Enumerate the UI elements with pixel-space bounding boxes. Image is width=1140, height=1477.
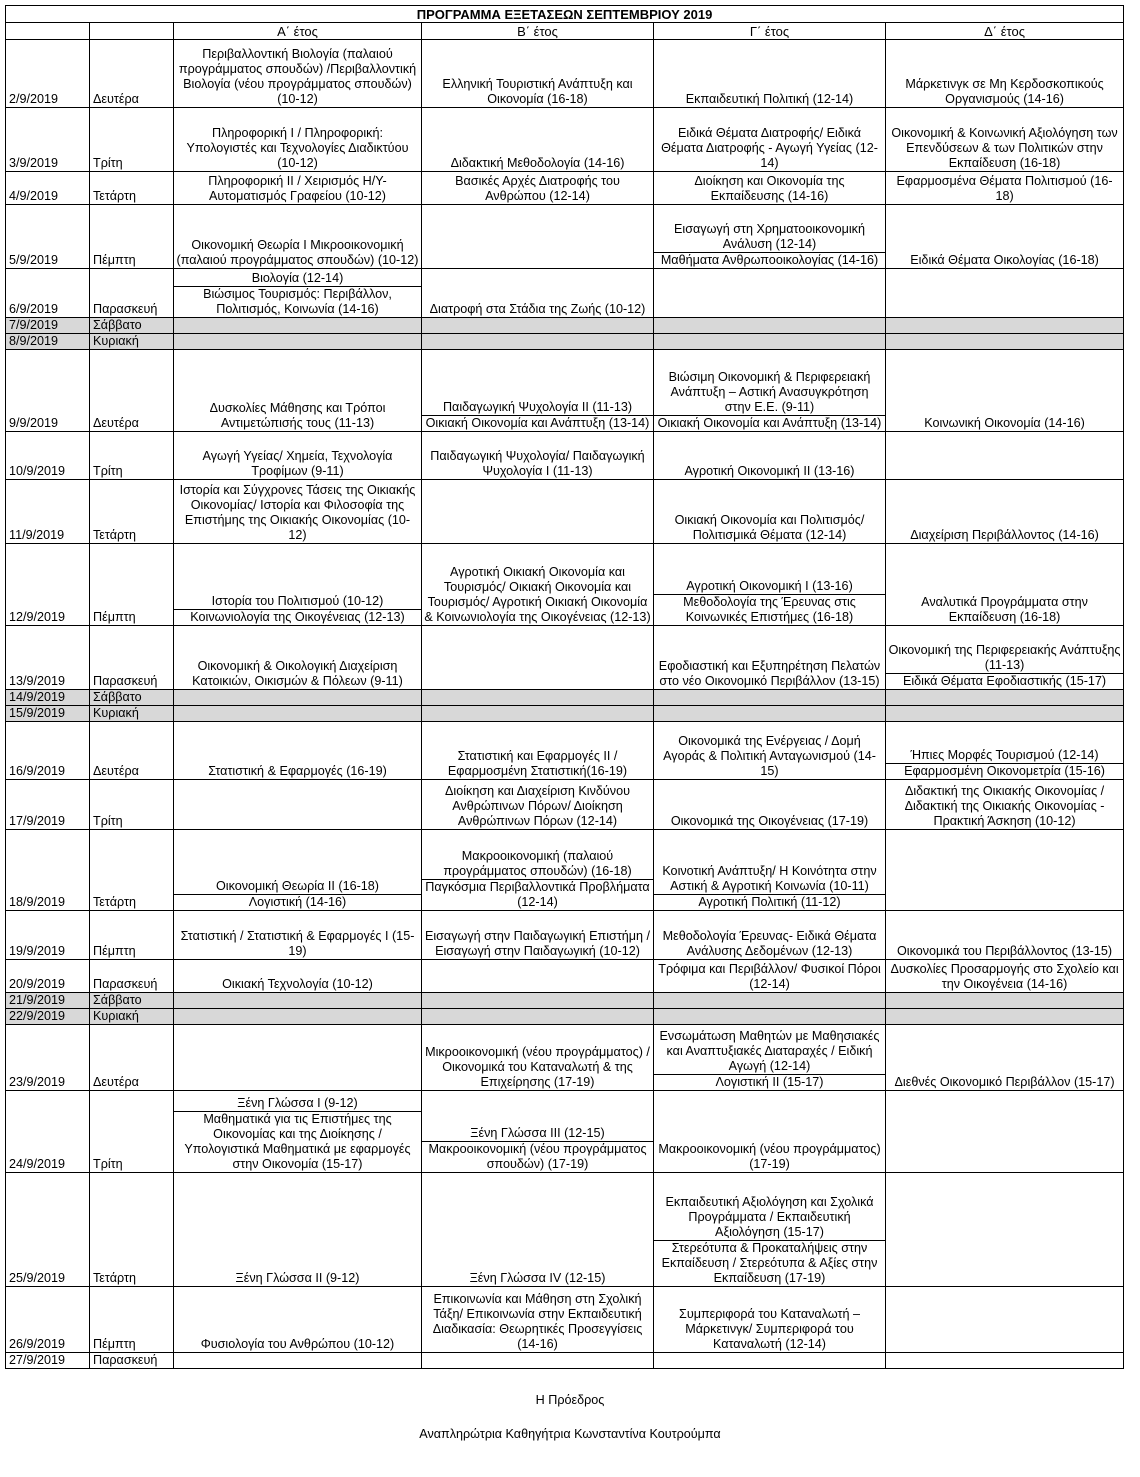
course-entry: Οικιακή Οικονομία και Ανάπτυξη (13-14) [657, 416, 882, 430]
schedule-row [6, 432, 1124, 480]
course-entry: Οικονομική της Περιφερειακής Ανάπτυξης (11-13) [886, 643, 1123, 674]
exam-cell-split [654, 370, 885, 431]
exam-day: Τρίτη [90, 1091, 174, 1173]
exam-cell-split [174, 1096, 421, 1172]
exam-day: Πέμπτη [90, 911, 174, 960]
exam-cell-year-c [654, 350, 886, 432]
course-entry [174, 690, 422, 706]
course-entry: Ελληνική Τουριστική Ανάπτυξη και Οικονομία (16-18) [422, 40, 654, 108]
schedule-row [6, 108, 1124, 172]
schedule-row [6, 830, 1124, 911]
exam-day: Δευτέρα [90, 722, 174, 780]
course-entry [174, 318, 422, 334]
schedule-row [6, 269, 1124, 318]
exam-cell-split [886, 748, 1123, 779]
exam-date: 14/9/2019 [6, 690, 90, 706]
course-entry: Οικιακή Τεχνολογία (10-12) [174, 960, 422, 993]
course-entry: Εφοδιαστική και Εξυπηρέτηση Πελατών στο νέο Οικονομικό Περιβάλλον (13-15) [654, 626, 886, 690]
exam-cell-split [886, 643, 1123, 689]
header-day [90, 23, 174, 40]
course-entry: Διδακτική Μεθοδολογία (14-16) [422, 108, 654, 172]
exam-day: Παρασκευή [90, 1353, 174, 1369]
exam-day: Δευτέρα [90, 40, 174, 108]
course-entry: Ενσωμάτωση Μαθητών με Μαθησιακές και Αναπτυξιακές Διαταραχές / Ειδική Αγωγή (12-14) [654, 1029, 885, 1075]
course-entry [654, 1009, 886, 1025]
course-entry [174, 1025, 422, 1091]
exam-date: 6/9/2019 [6, 269, 90, 318]
course-entry: Αγροτική Οικονομική Ι (13-16) [654, 579, 885, 595]
schedule-row [6, 350, 1124, 432]
course-entry [174, 780, 422, 830]
course-entry: Ιστορία του Πολιτισμού (10-12) [174, 594, 421, 610]
course-entry [886, 690, 1124, 706]
exam-cell-split [174, 271, 421, 317]
course-entry: Φυσιολογία του Ανθρώπου (10-12) [174, 1287, 422, 1353]
course-entry: Βιώσιμος Τουρισμός: Περιβάλλον, Πολιτισμός, Κοινωνία (14-16) [203, 287, 392, 316]
course-entry [886, 1173, 1124, 1287]
exam-date: 11/9/2019 [6, 480, 90, 544]
course-entry: Μαθήματα Ανθρωποοικολογίας (14-16) [660, 253, 879, 267]
course-entry [886, 993, 1124, 1009]
course-entry [174, 1009, 422, 1025]
schedule-row [6, 334, 1124, 350]
schedule-row [6, 1287, 1124, 1353]
course-entry: Μαθηματικά για τις Επιστήμες της Οικονομίας και της Διοίκησης / Υπολογιστικά Μαθηματικά με εφαρμογές στην Οικονομία (15-17) [184, 1112, 411, 1171]
exam-cell-year-b [422, 830, 654, 911]
exam-date: 3/9/2019 [6, 108, 90, 172]
course-entry: Οικονομική & Οικολογική Διαχείριση Κατοικιών, Οικισμών & Πόλεων (9-11) [174, 626, 422, 690]
course-entry: Αγροτική Οικιακή Οικονομία και Τουρισμός/ Οικιακή Οικονομία και Τουρισμός/ Αγροτική Οικιακή Οικονομία & Κοινωνιολογία της Οικογένειας (12-13) [422, 544, 654, 626]
footer-role: Η Πρόεδρος [535, 1393, 605, 1407]
exam-date: 27/9/2019 [6, 1353, 90, 1369]
exam-cell-split [654, 222, 885, 268]
course-entry: Δυσκολίες Προσαρμογής στο Σχολείο και την Οικογένεια (14-16) [886, 960, 1124, 993]
course-entry: Οικιακή Οικονομία και Ανάπτυξη (13-14) [425, 416, 650, 430]
exam-day: Πέμπτη [90, 205, 174, 269]
exam-date: 17/9/2019 [6, 780, 90, 830]
course-entry: Διεθνές Οικονομικό Περιβάλλον (15-17) [886, 1025, 1124, 1091]
schedule-row [6, 626, 1124, 690]
course-entry [174, 706, 422, 722]
course-entry: Συμπεριφορά του Καταναλωτή – Μάρκετινγκ/ Συμπεριφορά του Καταναλωτή (12-14) [654, 1287, 886, 1353]
course-entry [886, 1091, 1124, 1173]
course-entry [886, 432, 1124, 480]
course-entry: Πληροφορική ΙΙ / Χειρισμός Η/Υ- Αυτοματισμός Γραφείου (10-12) [174, 172, 422, 205]
exam-date: 7/9/2019 [6, 318, 90, 334]
schedule-row [6, 1173, 1124, 1287]
exam-day: Κυριακή [90, 706, 174, 722]
course-entry: Στατιστική και Εφαρμογές ΙΙ / Εφαρμοσμένη Στατιστική(16-19) [422, 722, 654, 780]
exam-day: Τετάρτη [90, 172, 174, 205]
exam-day: Δευτέρα [90, 1025, 174, 1091]
course-entry: Οικιακή Οικονομία και Πολιτισμός/ Πολιτισμικά Θέματα (12-14) [654, 480, 886, 544]
course-entry [886, 269, 1124, 318]
course-entry: Στερεότυπα & Προκαταλήψεις στην Εκπαίδευση / Στερεότυπα & Αξίες στην Εκπαίδευση (17-19) [661, 1241, 878, 1285]
exam-date: 10/9/2019 [6, 432, 90, 480]
course-entry: Οικονομικά της Ενέργειας / Δομή Αγοράς & Πολιτική Ανταγωνισμού (14-15) [654, 722, 886, 780]
course-entry: Αγροτική Πολιτική (11-12) [698, 895, 841, 909]
course-entry [654, 690, 886, 706]
course-entry: Κοινοτική Ανάπτυξη/ Η Κοινότητα στην Αστική & Αγροτική Κοινωνία (10-11) [654, 864, 885, 895]
schedule-row [6, 722, 1124, 780]
course-entry: Αγωγή Υγείας/ Χημεία, Τεχνολογία Τροφίμων (9-11) [174, 432, 422, 480]
course-entry: Εισαγωγή στην Παιδαγωγική Επιστήμη / Εισαγωγή στην Παιδαγωγική (10-12) [422, 911, 654, 960]
course-entry: Δυσκολίες Μάθησης και Τρόποι Αντιμετώπισής τους (11-13) [174, 350, 422, 432]
course-entry: Διατροφή στα Στάδια της Ζωής (10-12) [422, 269, 654, 318]
course-entry [654, 269, 886, 318]
schedule-row [6, 1091, 1124, 1173]
course-entry: Οικονομικά της Οικογένειας (17-19) [654, 780, 886, 830]
course-entry [886, 1353, 1124, 1369]
course-entry: Κοινωνική Οικονομία (14-16) [886, 350, 1124, 432]
course-entry: Ξένη Γλώσσα ΙΙ (9-12) [174, 1173, 422, 1287]
exam-cell-split [422, 400, 653, 431]
exam-cell-split [422, 1126, 653, 1172]
course-entry [422, 993, 654, 1009]
course-entry [422, 1353, 654, 1369]
course-entry [422, 318, 654, 334]
course-entry: Ξένη Γλώσσα Ι (9-12) [174, 1096, 421, 1112]
exam-date: 22/9/2019 [6, 1009, 90, 1025]
header-year-d: Δ΄ έτος [886, 23, 1124, 40]
exam-day: Πέμπτη [90, 1287, 174, 1353]
exam-cell-year-b [422, 350, 654, 432]
course-entry [174, 1353, 422, 1369]
course-entry: Παγκόσμια Περιβαλλοντικά Προβλήματα (12-14) [425, 880, 650, 909]
course-entry [654, 334, 886, 350]
exam-date: 9/9/2019 [6, 350, 90, 432]
exam-day: Σάββατο [90, 318, 174, 334]
exam-cell-year-c [654, 830, 886, 911]
exam-date: 12/9/2019 [6, 544, 90, 626]
exam-day: Τρίτη [90, 780, 174, 830]
exam-cell-year-a [174, 544, 422, 626]
exam-day: Σάββατο [90, 690, 174, 706]
course-entry [886, 334, 1124, 350]
course-entry: Μεθοδολογία Έρευνας- Ειδικά Θέματα Ανάλυσης Δεδομένων (12-13) [654, 911, 886, 960]
exam-day: Τετάρτη [90, 830, 174, 911]
course-entry [422, 334, 654, 350]
schedule-row [6, 911, 1124, 960]
exam-date: 21/9/2019 [6, 993, 90, 1009]
exam-cell-year-d [886, 722, 1124, 780]
course-entry: Ξένη Γλώσσα ΙΙΙ (12-15) [422, 1126, 653, 1142]
exam-date: 4/9/2019 [6, 172, 90, 205]
course-entry: Διοίκηση και Διαχείριση Κινδύνου Ανθρώπινων Πόρων/ Διοίκηση Ανθρώπινων Πόρων (12-14) [422, 780, 654, 830]
exam-cell-year-a [174, 269, 422, 318]
exam-cell-split [654, 579, 885, 625]
exam-date: 16/9/2019 [6, 722, 90, 780]
exam-date: 8/9/2019 [6, 334, 90, 350]
course-entry: Βιώσιμη Οικονομική & Περιφερειακή Ανάπτυξη – Αστική Ανασυγκρότηση στην Ε.Ε. (9-11) [654, 370, 885, 416]
exam-cell-year-c [654, 544, 886, 626]
exam-day: Πέμπτη [90, 544, 174, 626]
exam-cell-split [174, 879, 421, 910]
exam-cell-year-c [654, 1025, 886, 1091]
exam-date: 24/9/2019 [6, 1091, 90, 1173]
course-entry: Ξένη Γλώσσα ΙV (12-15) [422, 1173, 654, 1287]
exam-date: 5/9/2019 [6, 205, 90, 269]
exam-day: Κυριακή [90, 1009, 174, 1025]
footer-signatory: Αναπληρώτρια Καθηγήτρια Κωνσταντίνα Κουτρούμπα [419, 1427, 721, 1441]
schedule-row [6, 780, 1124, 830]
schedule-row [6, 172, 1124, 205]
exam-cell-split [654, 1195, 885, 1286]
course-entry: Μικροοικονομική (νέου προγράμματος) / Οικονομικά του Καταναλωτή & της Επιχείρησης (17-19) [422, 1025, 654, 1091]
course-entry [422, 690, 654, 706]
course-entry: Εφαρμοσμένη Οικονομετρία (15-16) [904, 764, 1106, 778]
exam-date: 25/9/2019 [6, 1173, 90, 1287]
course-entry: Λογιστική (14-16) [248, 895, 347, 909]
header-year-b: Β΄ έτος [422, 23, 654, 40]
course-entry: Ειδικά Θέματα Διατροφής/ Ειδικά Θέματα Διατροφής - Αγωγή Υγείας (12-14) [654, 108, 886, 172]
course-entry: Μακροοικονομική (νέου προγράμματος) (17-19) [654, 1091, 886, 1173]
course-entry: Παιδαγωγική Ψυχολογία ΙΙ (11-13) [422, 400, 653, 416]
course-entry [886, 706, 1124, 722]
course-entry: Βασικές Αρχές Διατροφής του Ανθρώπου (12-14) [422, 172, 654, 205]
header-year-c: Γ΄ έτος [654, 23, 886, 40]
schedule-row [6, 1353, 1124, 1369]
course-entry: Οικονομικά του Περιβάλλοντος (13-15) [886, 911, 1124, 960]
exam-day: Δευτέρα [90, 350, 174, 432]
schedule-row [6, 690, 1124, 706]
course-entry: Επικοινωνία και Μάθηση στη Σχολική Τάξη/ Επικοινωνία στην Εκπαιδευτική Διαδικασία: Θεωρητικές Προσεγγίσεις (14-16) [422, 1287, 654, 1353]
exam-date: 2/9/2019 [6, 40, 90, 108]
exam-date: 15/9/2019 [6, 706, 90, 722]
exam-cell-split [174, 594, 421, 625]
exam-day: Παρασκευή [90, 269, 174, 318]
course-entry: Εκπαιδευτική Πολιτική (12-14) [654, 40, 886, 108]
course-entry: Διοίκηση και Οικονομία της Εκπαίδευσης (14-16) [654, 172, 886, 205]
exam-schedule [5, 5, 1123, 1369]
course-entry: Ειδικά Θέματα Οικολογίας (16-18) [886, 205, 1124, 269]
exam-day: Παρασκευή [90, 626, 174, 690]
course-entry: Τρόφιμα και Περιβάλλον/ Φυσικοί Πόροι (12-14) [654, 960, 886, 993]
course-entry [886, 1009, 1124, 1025]
course-entry [654, 318, 886, 334]
course-entry: Στατιστική & Εφαρμογές (16-19) [174, 722, 422, 780]
header-year-a: Α΄ έτος [174, 23, 422, 40]
exam-cell-year-d [886, 626, 1124, 690]
exam-cell-split [654, 864, 885, 910]
exam-day: Τρίτη [90, 432, 174, 480]
schedule-row [6, 544, 1124, 626]
exam-schedule-table [5, 5, 1124, 1369]
course-entry: Μακροοικονομική (νέου προγράμματος σπουδών) (17-19) [428, 1142, 647, 1171]
course-entry [174, 334, 422, 350]
course-entry [886, 318, 1124, 334]
exam-day: Τρίτη [90, 108, 174, 172]
exam-day: Παρασκευή [90, 960, 174, 993]
exam-day: Τετάρτη [90, 1173, 174, 1287]
course-entry [422, 706, 654, 722]
course-entry [654, 706, 886, 722]
course-entry [886, 1287, 1124, 1353]
course-entry [422, 960, 654, 993]
course-entry [422, 205, 654, 269]
exam-date: 18/9/2019 [6, 830, 90, 911]
course-entry: Πληροφορική Ι / Πληροφορική: Υπολογιστές και Τεχνολογίες Διαδικτύου (10-12) [174, 108, 422, 172]
schedule-row [6, 706, 1124, 722]
course-entry: Παιδαγωγική Ψυχολογία/ Παιδαγωγική Ψυχολογία Ι (11-13) [422, 432, 654, 480]
course-entry: Ειδικά Θέματα Εφοδιαστικής (15-17) [902, 674, 1107, 688]
exam-cell-year-a [174, 1091, 422, 1173]
course-entry [422, 1009, 654, 1025]
exam-date: 23/9/2019 [6, 1025, 90, 1091]
schedule-row [6, 1025, 1124, 1091]
header-date [6, 23, 90, 40]
schedule-title: ΠΡΟΓΡΑΜΜΑ ΕΞΕΤΑΣΕΩΝ ΣΕΠΤΕΜΒΡΙΟΥ 2019 [6, 6, 1124, 23]
course-entry: Αναλυτικά Προγράμματα στην Εκπαίδευση (16-18) [886, 544, 1124, 626]
course-entry: Οικονομική & Κοινωνική Αξιολόγηση των Επενδύσεων & των Πολιτικών στην Εκπαίδευση (16-18) [886, 108, 1124, 172]
course-entry [422, 480, 654, 544]
schedule-row [6, 960, 1124, 993]
course-entry [174, 993, 422, 1009]
course-entry: Διδακτική της Οικιακής Οικονομίας / Διδακτική της Οικιακής Οικονομίας - Πρακτική Άσκηση (10-12) [886, 780, 1124, 830]
exam-day: Τετάρτη [90, 480, 174, 544]
exam-date: 19/9/2019 [6, 911, 90, 960]
schedule-row [6, 40, 1124, 108]
course-entry [654, 1353, 886, 1369]
course-entry: Βιολογία (12-14) [174, 271, 421, 287]
course-entry: Εκπαιδευτική Αξιολόγηση και Σχολικά Προγράμματα / Εκπαιδευτική Αξιολόγηση (15-17) [654, 1195, 885, 1241]
course-entry: Λογιστική ΙΙ (15-17) [715, 1075, 824, 1089]
exam-date: 20/9/2019 [6, 960, 90, 993]
course-entry: Μάρκετινγκ σε Μη Κερδοσκοπικούς Οργανισμούς (14-16) [886, 40, 1124, 108]
exam-day: Σάββατο [90, 993, 174, 1009]
exam-cell-year-b [422, 1091, 654, 1173]
course-entry [886, 830, 1124, 911]
schedule-row [6, 993, 1124, 1009]
course-entry: Οικονομική Θεωρία ΙΙ (16-18) [174, 879, 421, 895]
course-entry: Ιστορία και Σύγχρονες Τάσεις της Οικιακής Οικονομίας/ Ιστορία και Φιλοσοφία της Επιστήμης της Οικιακής Οικονομίας (10-12) [174, 480, 422, 544]
exam-cell-year-c [654, 1173, 886, 1287]
exam-cell-split [422, 849, 653, 910]
schedule-row [6, 480, 1124, 544]
exam-date: 13/9/2019 [6, 626, 90, 690]
course-entry: Εισαγωγή στη Χρηματοοικονομική Ανάλυση (12-14) [654, 222, 885, 253]
course-entry: Ήπιες Μορφές Τουρισμού (12-14) [886, 748, 1123, 764]
course-entry: Περιβαλλοντική Βιολογία (παλαιού προγράμματος σπουδών) /Περιβαλλοντική Βιολογία (νέου προγράμματος σπουδών) (10-12) [174, 40, 422, 108]
course-entry: Διαχείριση Περιβάλλοντος (14-16) [886, 480, 1124, 544]
course-entry: Στατιστική / Στατιστική & Εφαρμογές Ι (15-19) [174, 911, 422, 960]
course-entry: Εφαρμοσμένα Θέματα Πολιτισμού (16-18) [886, 172, 1124, 205]
schedule-row [6, 205, 1124, 269]
course-entry: Μεθοδολογία της Έρευνας στις Κοινωνικές Επιστήμες (16-18) [683, 595, 856, 624]
course-entry [654, 993, 886, 1009]
schedule-row [6, 318, 1124, 334]
exam-date: 26/9/2019 [6, 1287, 90, 1353]
course-entry: Οικονομική Θεωρία Ι Μικροοικονομική (παλαιού προγράμματος σπουδών) (10-12) [174, 205, 422, 269]
course-entry: Αγροτική Οικονομική ΙΙ (13-16) [654, 432, 886, 480]
course-entry [422, 626, 654, 690]
course-entry: Κοινωνιολογία της Οικογένειας (12-13) [190, 610, 405, 624]
course-entry: Μακροοικονομική (παλαιού προγράμματος σπουδών) (16-18) [422, 849, 653, 880]
exam-cell-year-c [654, 205, 886, 269]
exam-cell-year-a [174, 830, 422, 911]
schedule-row [6, 1009, 1124, 1025]
exam-cell-split [654, 1029, 885, 1090]
exam-day: Κυριακή [90, 334, 174, 350]
